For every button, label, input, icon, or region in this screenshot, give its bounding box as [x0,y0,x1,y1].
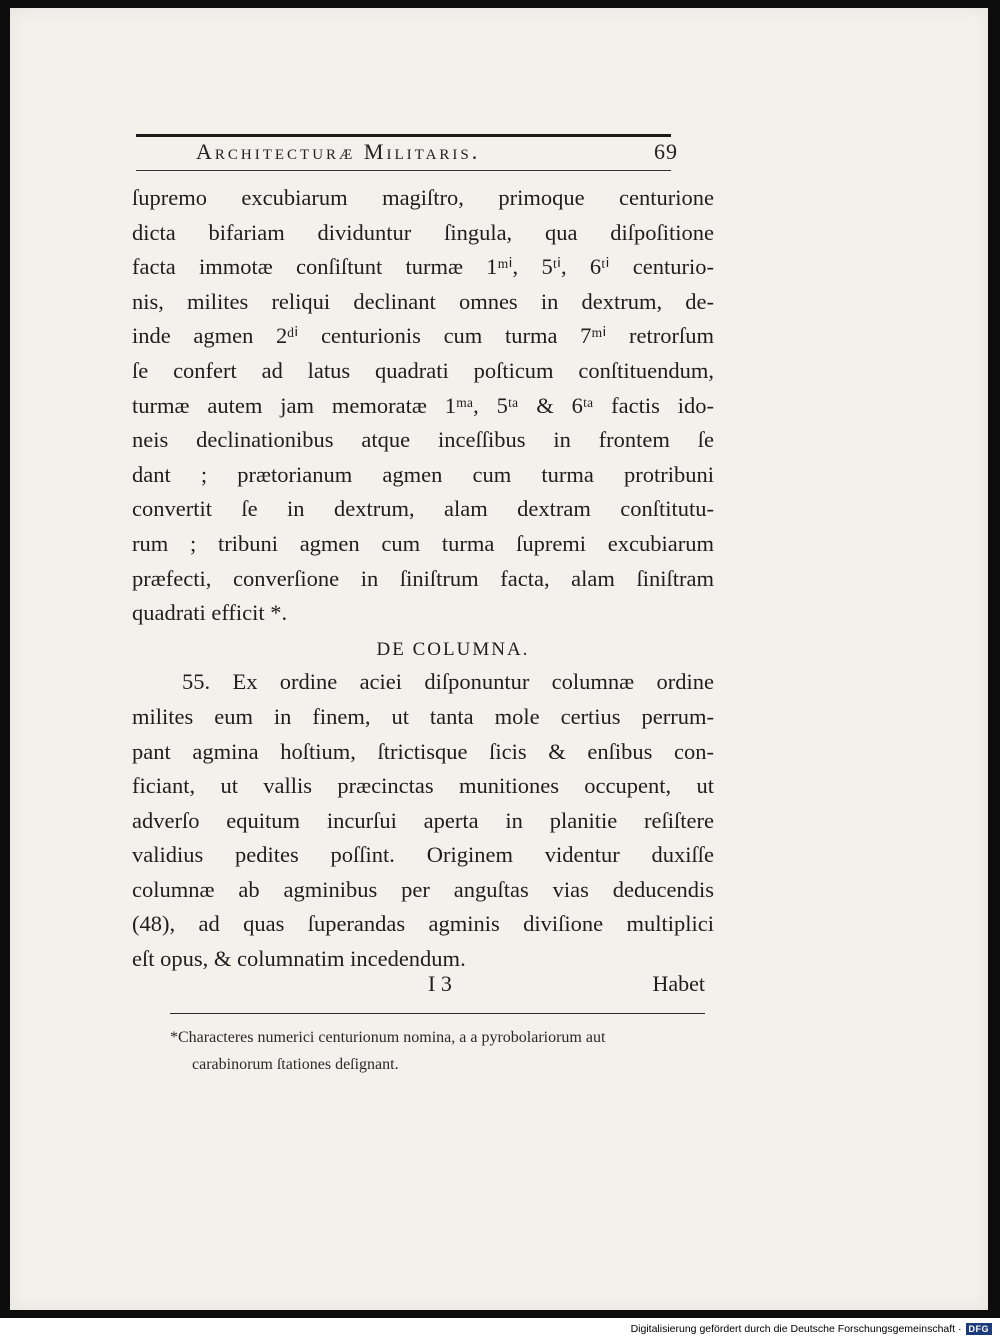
running-title: Architecturæ Militaris. [196,139,481,164]
text-line: columnæ ab agminibus per anguſtas vias deducendis [132,876,714,902]
main-text [132,181,714,977]
dfg-logo: DFG [966,1323,993,1335]
text-line: ſe confert ad latus quadrati poſticum conſtituendum, [132,357,714,383]
text-line: quadrati efficit *. [132,600,288,626]
footnote-line: carabinorum ſtationes deſignant. [192,1056,399,1073]
signature-mark: I 3 [428,971,452,996]
footnote [170,1024,705,1078]
text-line: nis, milites reliqui declinant omnes in dextrum, de- [132,288,714,314]
text-line: turmæ autem jam memoratæ 1ᵐᵃ, 5ᵗᵃ & 6ᵗᵃ factis ido- [132,392,714,418]
running-head [196,139,686,169]
text-line: rum ; tribuni agmen cum turma ſupremi excubiarum [132,530,714,556]
text-line: validius pedites poſſint. Originem videntur duxiſſe [132,842,714,868]
text-line: pant agmina hoſtium, ſtrictisque ſicis & enſibus con- [132,738,714,764]
text-line: facta immotæ conſiſtunt turmæ 1ᵐⁱ, 5ᵗⁱ, 6ᵗⁱ centurio- [132,254,714,280]
footnote-line: *Characteres numerici centurionum nomina, a a pyrobolariorum aut [170,1029,606,1046]
header-rule-top [136,134,671,137]
page-number: 69 [654,139,678,164]
text-line: neis declinationibus atque inceſſibus in frontem ſe [132,427,714,453]
text-line: 55. Ex ordine aciei diſponuntur columnæ ordine [182,669,714,695]
text-line: inde agmen 2ᵈⁱ centurionis cum turma 7ᵐⁱ retrorſum [132,323,714,349]
text-line: adverſo equitum incurſui aperta in planitie reſiſtere [132,807,714,833]
text-line: eſt opus, & columnatim incedendum. [132,946,466,972]
text-line: præfecti, converſione in ſiniſtrum facta, alam ſiniſtram [132,565,714,591]
text-line: ſupremo excubiarum magiſtro, primoque centurione [132,185,714,210]
digitization-credit [631,1321,992,1337]
text-line: dicta bifariam dividuntur ſingula, qua diſpoſitione [132,219,714,245]
text-line: dant ; prætorianum agmen cum turma protribuni [132,461,714,487]
text-line: milites eum in finem, ut tanta mole certius perrum- [132,703,714,729]
section-heading: DE COLUMNA. [376,638,530,660]
text-line: convertit ſe in dextrum, alam dextram conſtitutu- [132,496,714,522]
page-foot-line [420,971,705,1001]
header-rule-bottom [136,170,671,171]
credit-text: Digitalisierung gefördert durch die Deutsche Forschungsgemeinschaft · [630,1323,962,1335]
catchword: Habet [652,971,705,996]
text-line: (48), ad quas ſuperandas agminis diviſione multiplici [132,911,714,937]
text-line: ficiant, ut vallis præcinctas munitiones occupent, ut [132,773,714,799]
footnote-rule [170,1013,705,1014]
